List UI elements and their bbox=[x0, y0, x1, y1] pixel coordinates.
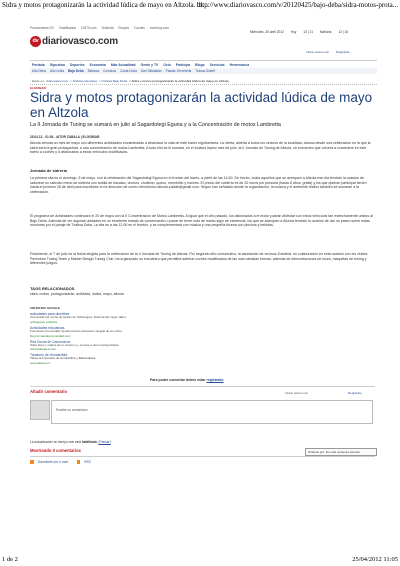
comment-input[interactable] bbox=[51, 400, 373, 424]
add-comment-header: Añadir comentario bbox=[30, 389, 67, 394]
today-temps: 13 | 21 bbox=[303, 30, 313, 34]
article-subhead: La II Jornada de Tuning se sumará en julio al Sagardotegi Eguna y a la Concentración de motos Lambretta bbox=[30, 122, 281, 128]
subnav-item-active[interactable]: Bajo Deba bbox=[68, 69, 84, 73]
subscribe-rss-link[interactable] bbox=[77, 460, 95, 464]
logo-text: diariovasco.com bbox=[42, 36, 118, 48]
subnav-item[interactable]: Bidasoa bbox=[87, 69, 100, 73]
ad-url[interactable]: redsocialrasea.com bbox=[30, 347, 57, 352]
related-tags bbox=[30, 286, 375, 296]
ad-url[interactable]: www.tabea.net bbox=[30, 361, 50, 366]
nav-item[interactable]: Gipuzkoa bbox=[49, 62, 65, 67]
nav-item[interactable]: Más Actualidad bbox=[110, 62, 136, 67]
comment-login-link[interactable]: Iniciar sesión con bbox=[285, 391, 309, 395]
login-prompt bbox=[150, 378, 224, 382]
sub-nav bbox=[30, 68, 377, 74]
login-link[interactable]: Iniciar sesión con bbox=[306, 50, 330, 54]
top-link[interactable]: Coches bbox=[134, 26, 145, 30]
current-date: Miércoles, 25 abril 2012 bbox=[250, 30, 284, 34]
ad-title[interactable]: actividades para divertirse bbox=[30, 312, 70, 316]
breadcrumb-item[interactable]: > Noticias Gipuzkoa bbox=[70, 79, 97, 83]
divider bbox=[30, 456, 375, 457]
ad-item[interactable] bbox=[30, 312, 140, 324]
print-url: http://www.diariovasco.com/v/20120425/bajo-deba/sidra-motos-prota... bbox=[196, 1, 398, 9]
date-weather bbox=[250, 30, 354, 34]
top-link[interactable]: muerhoy.com bbox=[149, 26, 169, 30]
breadcrumb-label: Estás en: bbox=[32, 79, 45, 83]
tomorrow-temps: 13 | 16 bbox=[338, 30, 349, 34]
ad-url[interactable]: blog.formandocomunidad.com bbox=[30, 333, 71, 338]
sort-select[interactable] bbox=[305, 448, 377, 456]
top-link[interactable]: 11870.com bbox=[80, 26, 97, 30]
ad-title[interactable]: Actividades educativas bbox=[30, 325, 65, 330]
logo-badge: dv bbox=[30, 36, 41, 47]
article-paragraph: El programa de actividades continuará el 20 de mayo con la II Concentración de Motos Lambretta. Al igual que el año pasado, los aficionados a el motor podrán disfrutar con estos vehículos tan estrechamente unidos al Bajo Deba. Además de ver algunas unidades en un excelente estado de conservación o pasar de tener más de medio siglo de existencia, los que se acerquen a Altzola tendrán la ocasión de dar un paseo sobre estas monturas por el paraje de Txatixa Zaba. La cita es a las 12.00 en el frontón, y se complementará con música y una pequeña bicena con pinchos y bebidas. bbox=[30, 214, 373, 228]
nav-item[interactable]: Servicios bbox=[209, 62, 225, 67]
today-label: Hoy bbox=[290, 30, 297, 34]
comments-count: Mostrando 0 comentarios bbox=[30, 448, 81, 453]
tags-list[interactable]: sidra, motos, protagonizarán, actividad, lúdica, mayo, altzola bbox=[30, 292, 124, 296]
ads-title: ANUNCIOS GOOGLE bbox=[30, 306, 61, 310]
tomorrow-label: Mañana bbox=[319, 30, 332, 34]
email-icon bbox=[30, 460, 34, 464]
top-link[interactable]: Clasificados bbox=[58, 26, 76, 30]
realtime-note-text: La actualización en tiempo real está bbox=[30, 440, 81, 444]
comment-register-link[interactable]: Registrate bbox=[348, 391, 362, 395]
article-section-title: Jornada de sidrería bbox=[30, 168, 67, 173]
ad-item[interactable] bbox=[30, 353, 140, 365]
register-link[interactable]: Registrate bbox=[336, 50, 350, 54]
subscribe-links bbox=[30, 460, 99, 464]
realtime-note: La actualización en tiempo real está habilitada. (Pausar) bbox=[30, 440, 111, 444]
site-logo[interactable] bbox=[30, 36, 118, 47]
nav-item[interactable]: Hemeroteca bbox=[229, 62, 250, 67]
nav-item[interactable]: Blogs bbox=[195, 62, 205, 67]
ad-url[interactable]: schweppes.es/fiesta bbox=[30, 319, 58, 324]
register-link[interactable]: registrado bbox=[206, 378, 224, 382]
breadcrumb-item[interactable]: diariovasco.com bbox=[46, 79, 69, 83]
article-byline: 25.04.12 - 01:54 - AITOR ZABALA | ELGOIBAR. bbox=[30, 135, 101, 139]
nav-item[interactable]: Participa bbox=[175, 62, 191, 67]
breadcrumb bbox=[30, 78, 377, 85]
article-lead-paragraph: Altzola afronta un mes de mayo con diferentes actividades encaminadas a dinamizar la vida de este barrio elgoibartarra. La oferta, abierta a todos los vecinos de la localidad, abarca desde una celebración en la que la sidra será la gran protagonista, a una concentración de motos Lambretta. A todo ello se le sumará, en el todavía lejano mes de julio, la II Jornada de Tuning de Altzola, un encuentro que volverá a concentrar en este barrio a coches y a aficionados a estos vehículos modificados. bbox=[30, 141, 371, 155]
subnav-item[interactable]: Costa Urola bbox=[120, 69, 137, 73]
session-links bbox=[300, 50, 350, 54]
subnav-item[interactable]: Alto Urola bbox=[50, 69, 64, 73]
subscribe-email-label: Suscríbete por e-mail bbox=[37, 460, 68, 464]
rss-icon bbox=[77, 460, 81, 464]
ad-item[interactable] bbox=[30, 340, 140, 352]
avatar bbox=[30, 400, 50, 420]
subnav-item[interactable]: Alto Deba bbox=[32, 69, 46, 73]
ad-description: Acompaña tus noche de fiesta con Schweppes. Disfruta del mejor sabor. bbox=[30, 315, 127, 319]
print-footer bbox=[2, 556, 398, 566]
subscribe-email-link[interactable] bbox=[30, 460, 72, 464]
nav-item[interactable]: Economía bbox=[89, 62, 106, 67]
print-timestamp: 25/04/2012 11:05 bbox=[352, 556, 398, 563]
article-category[interactable]: ELGOIBAR bbox=[30, 86, 46, 90]
article-paragraph: La primera cita es el domingo, 5 de mayo, con la celebración del Sagardotegi Eguna en el frontón del barrio, a partir de las 14.30. De hecho, todos aquellos que se acerquen a Altzola ese día tendrán la ocasión de saborear un sabroso menú de sidrería con tortilla de bacalao, chorizo, chuletón, queso, membrillo y nueces. El precio del cubierto es de 20 euros por persona (hasta 8 años, gratis) y los que quieran participar tienen hasta el próximo 28 de abril para inscribirse en la dirección de correo electrónico altzola.zubiak@gmail.com. Según han señalado desde la organización, la música y el ambiente festivo también se sumarán a la celebración. bbox=[30, 176, 367, 194]
article-paragraph: Finalmente, el 7 de julio es la fecha elegida para la celebración de la II Jornada de Tuning de Altzola. Por segundo año consecutivo, la asociación de vecinos Zubizbat, en colaboración en esta ocasión con los clubes Pechobes Tuning Team y Market Design Tuning Club, ha organizado un encuentro que permitirá admirar coches modificados de las más variadas formas, además de demostraciones de luces, maquetas de tuning y diferentes juegos. bbox=[30, 252, 368, 266]
login-prompt-text: Para poder comentar debes estar bbox=[150, 378, 206, 382]
comment-panel bbox=[30, 386, 375, 439]
ad-description: Sube fotos y vídeos de tu camión y y conoce a otros transportistas bbox=[30, 342, 119, 347]
ad-title[interactable]: Tanatorio de Hondarribia bbox=[30, 353, 68, 358]
sort-select-value: Ordenar por: los más recientes primero bbox=[308, 450, 361, 454]
ad-title[interactable]: Red Social de Camioneros bbox=[30, 339, 71, 344]
breadcrumb-current: > Sidra y motos protagonizarán la actividad lúdica de mayo en Altzola bbox=[129, 79, 229, 83]
nav-item[interactable]: Deportes bbox=[69, 62, 85, 67]
ad-item[interactable] bbox=[30, 326, 140, 338]
pause-link[interactable]: (Pausar) bbox=[98, 440, 111, 444]
realtime-state: habilitada bbox=[81, 440, 97, 444]
google-ads bbox=[30, 306, 140, 365]
comment-placeholder: Escribe su comentario. bbox=[56, 408, 89, 412]
subnav-item[interactable]: Tolosa-Goierri bbox=[195, 69, 216, 73]
top-link[interactable]: Promociones DV bbox=[30, 26, 54, 30]
subnav-item[interactable]: Comarca bbox=[103, 69, 117, 73]
top-link[interactable]: Empleo bbox=[118, 26, 130, 30]
top-links bbox=[30, 26, 173, 30]
subnav-item[interactable]: Pasaia -Errenteria bbox=[165, 69, 192, 73]
subnav-item[interactable]: San Sebastián bbox=[140, 69, 162, 73]
print-header bbox=[2, 0, 398, 10]
ad-description: Formando Comunidad: Ayuda para la educación integral de los niños. bbox=[30, 328, 123, 333]
ad-description: Tabea la Funeraria de Hondarribia y Bidasoaldea. bbox=[30, 356, 97, 361]
article-headline: Sidra y motos protagonizarán la actividad lúdica de mayo en Altzola bbox=[30, 90, 373, 120]
tags-title: TAGS RELACIONADOS bbox=[30, 286, 75, 291]
nav-item[interactable]: Portada bbox=[32, 62, 45, 67]
nav-item[interactable]: Ocio bbox=[163, 62, 171, 67]
top-link[interactable]: Vivienda bbox=[101, 26, 114, 30]
nav-item[interactable]: Gente y TV bbox=[140, 62, 159, 67]
breadcrumb-item[interactable]: > Noticias Bajo Deba bbox=[98, 79, 128, 83]
print-title: Sidra y motos protagonizarán la actividad lúdica de mayo en Altzola. di... bbox=[2, 1, 208, 9]
subscribe-rss-label: RSS bbox=[84, 460, 91, 464]
print-page: 1 de 2 bbox=[2, 556, 18, 563]
